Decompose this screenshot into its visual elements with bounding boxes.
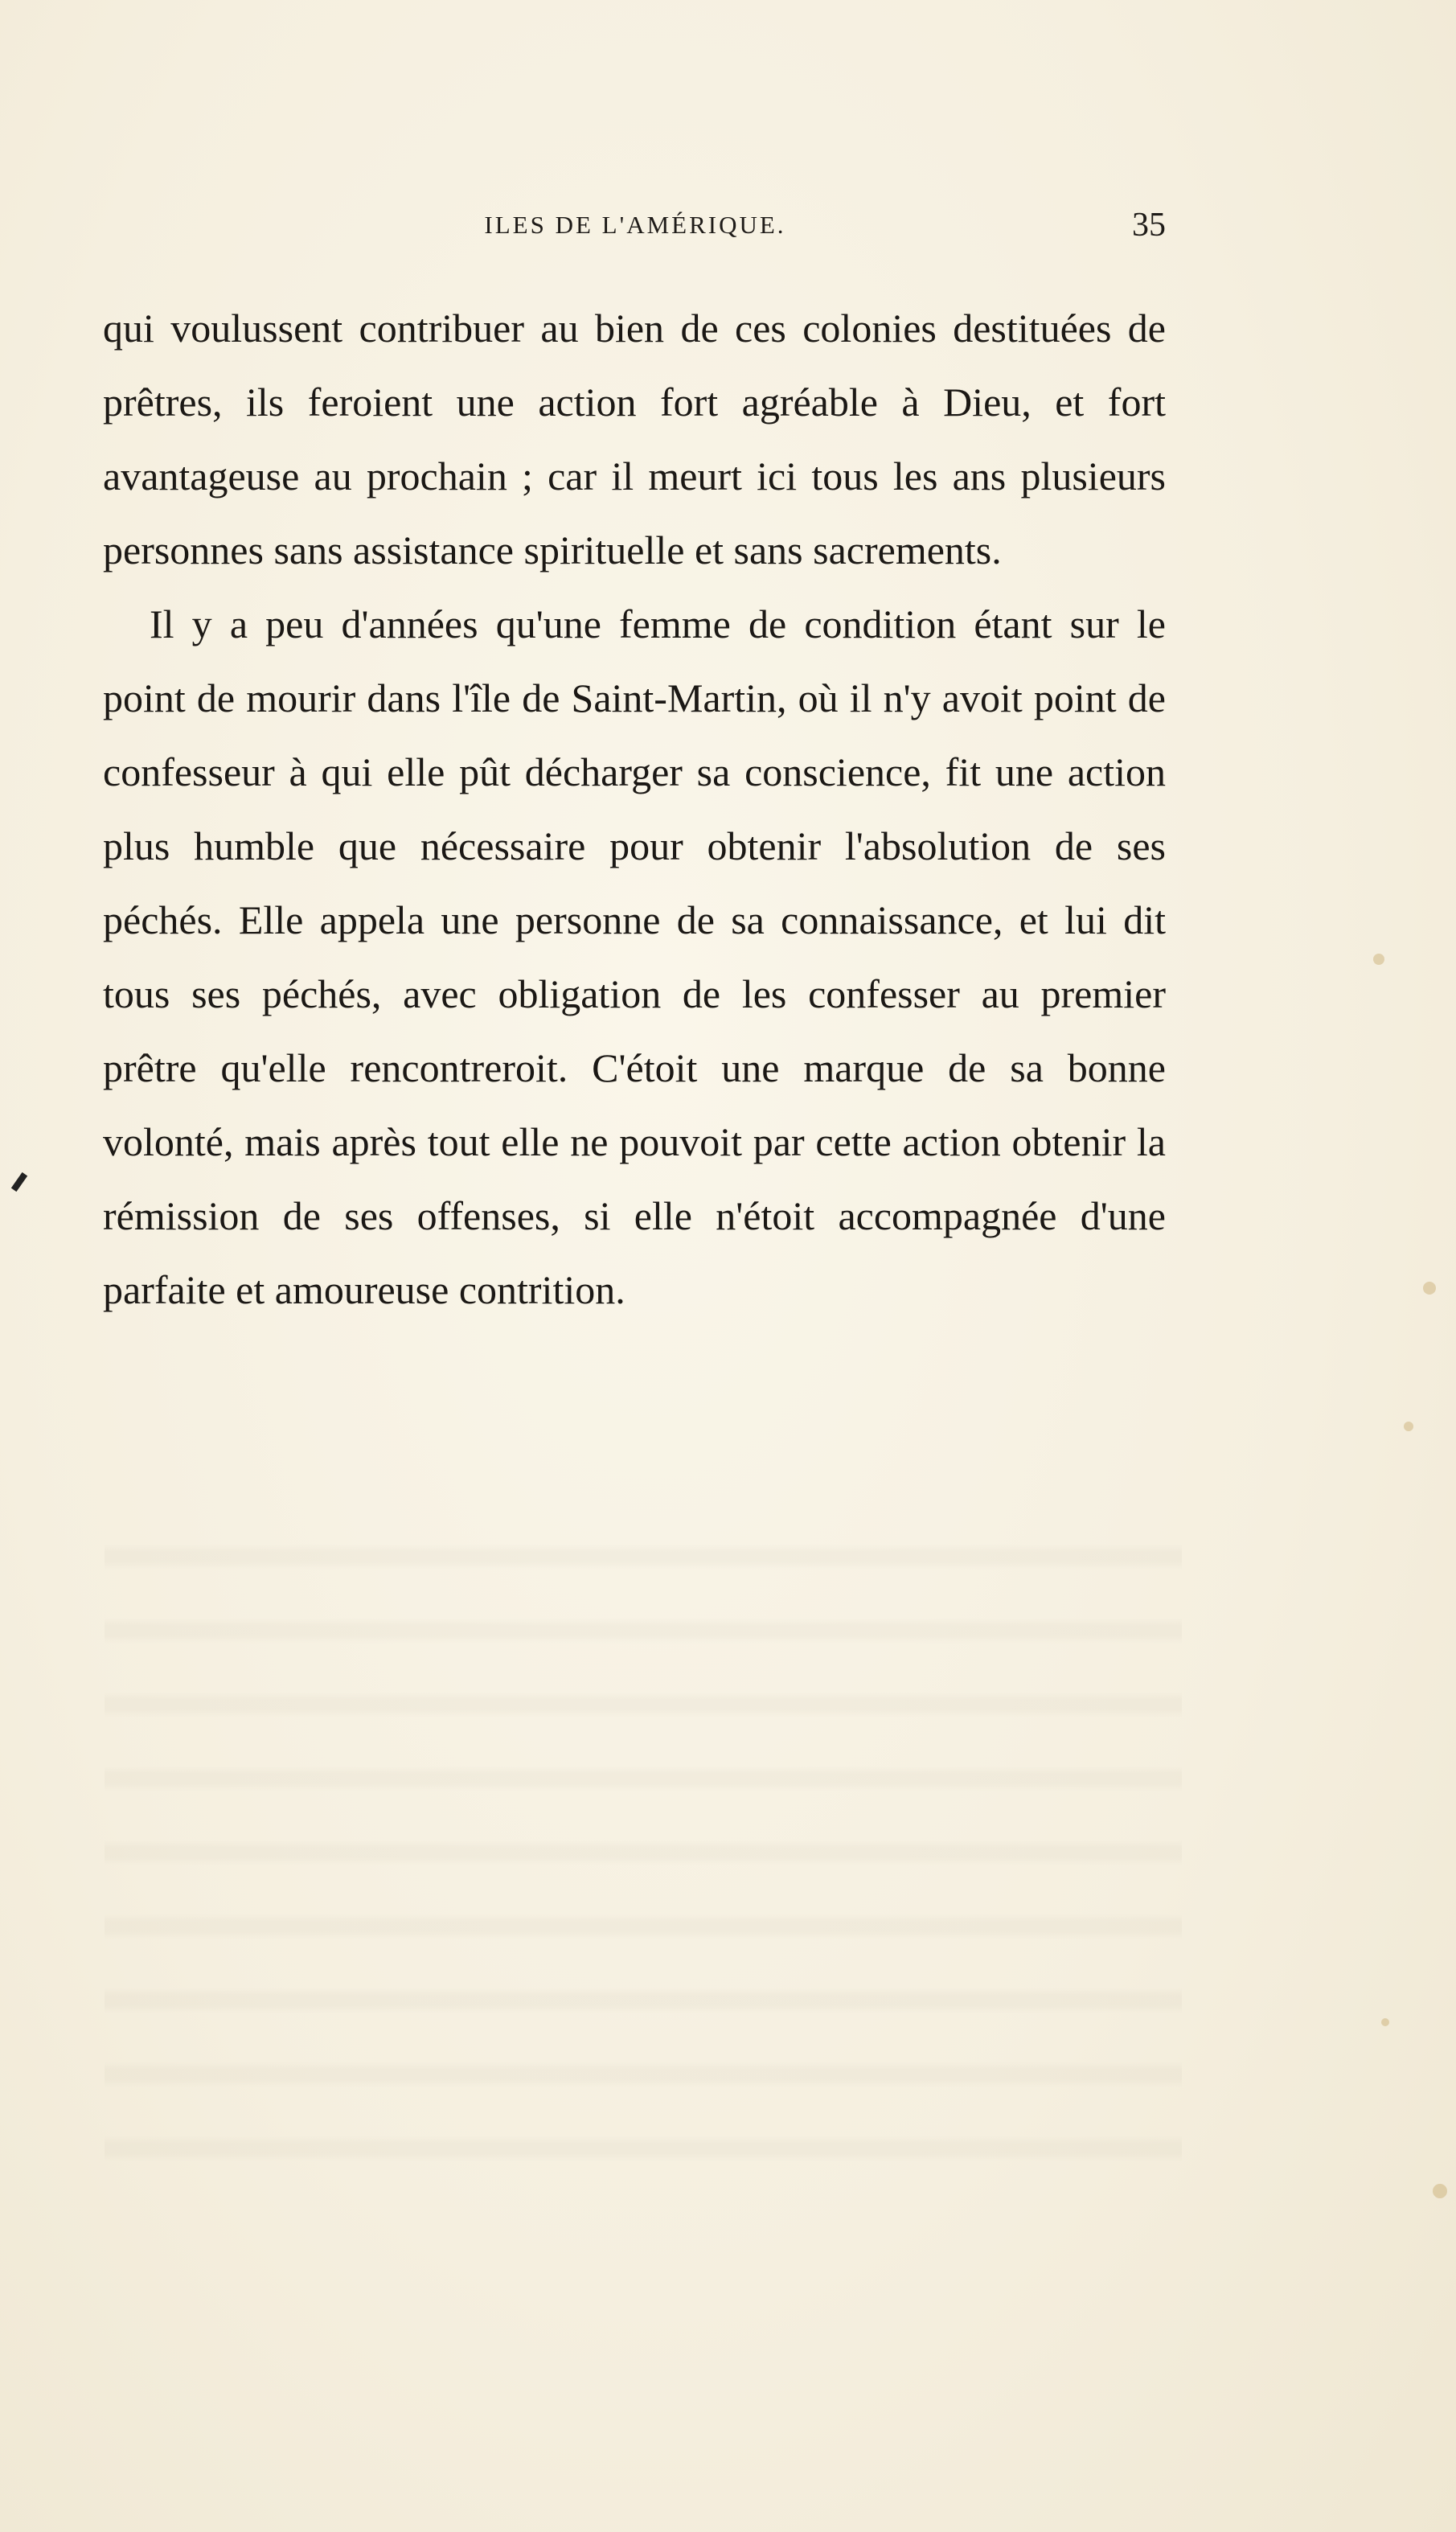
paragraph-2: Il y a peu d'années qu'une femme de condition étant sur le point de mourir dans l'île de Saint-Martin, où il n'y avoit point de confesseur à qui elle pût décharger sa conscience, fit une action plus humble que nécessaire pour obtenir l'absolution de ses péchés. Elle appela une personne de sa connaissance, et lui dit tous ses péchés, avec obligation de les confesser au premier prêtre qu'elle rencontreroit. C'étoit une marque de sa bonne volonté, mais après tout elle ne pouvoit par cette action obtenir la rémission de ses offenses, si elle n'étoit accompagnée d'une parfaite et amoureuse contrition. xyxy=(103,601,1166,1312)
running-title: ILES DE L'AMÉRIQUE. xyxy=(484,211,786,239)
body-text xyxy=(103,291,1166,1327)
paper-speck xyxy=(1381,2018,1389,2026)
page-number: 35 xyxy=(1132,207,1166,244)
page-header xyxy=(105,207,1166,251)
paper-speck xyxy=(1433,2184,1447,2198)
paper-speck xyxy=(1423,1282,1436,1295)
paper-speck xyxy=(1373,954,1384,965)
margin-mark xyxy=(11,1172,27,1192)
paragraph-1: qui voulussent contribuer au bien de ces colonies destituées de prêtres, ils feroient une action fort agréable à Dieu, et fort avantageuse au prochain ; car il meurt ici tous les ans plusieurs personnes sans assistance spirituelle et sans sacrements. xyxy=(103,306,1166,572)
paper-speck xyxy=(1404,1422,1413,1431)
show-through-text xyxy=(105,1512,1182,2171)
